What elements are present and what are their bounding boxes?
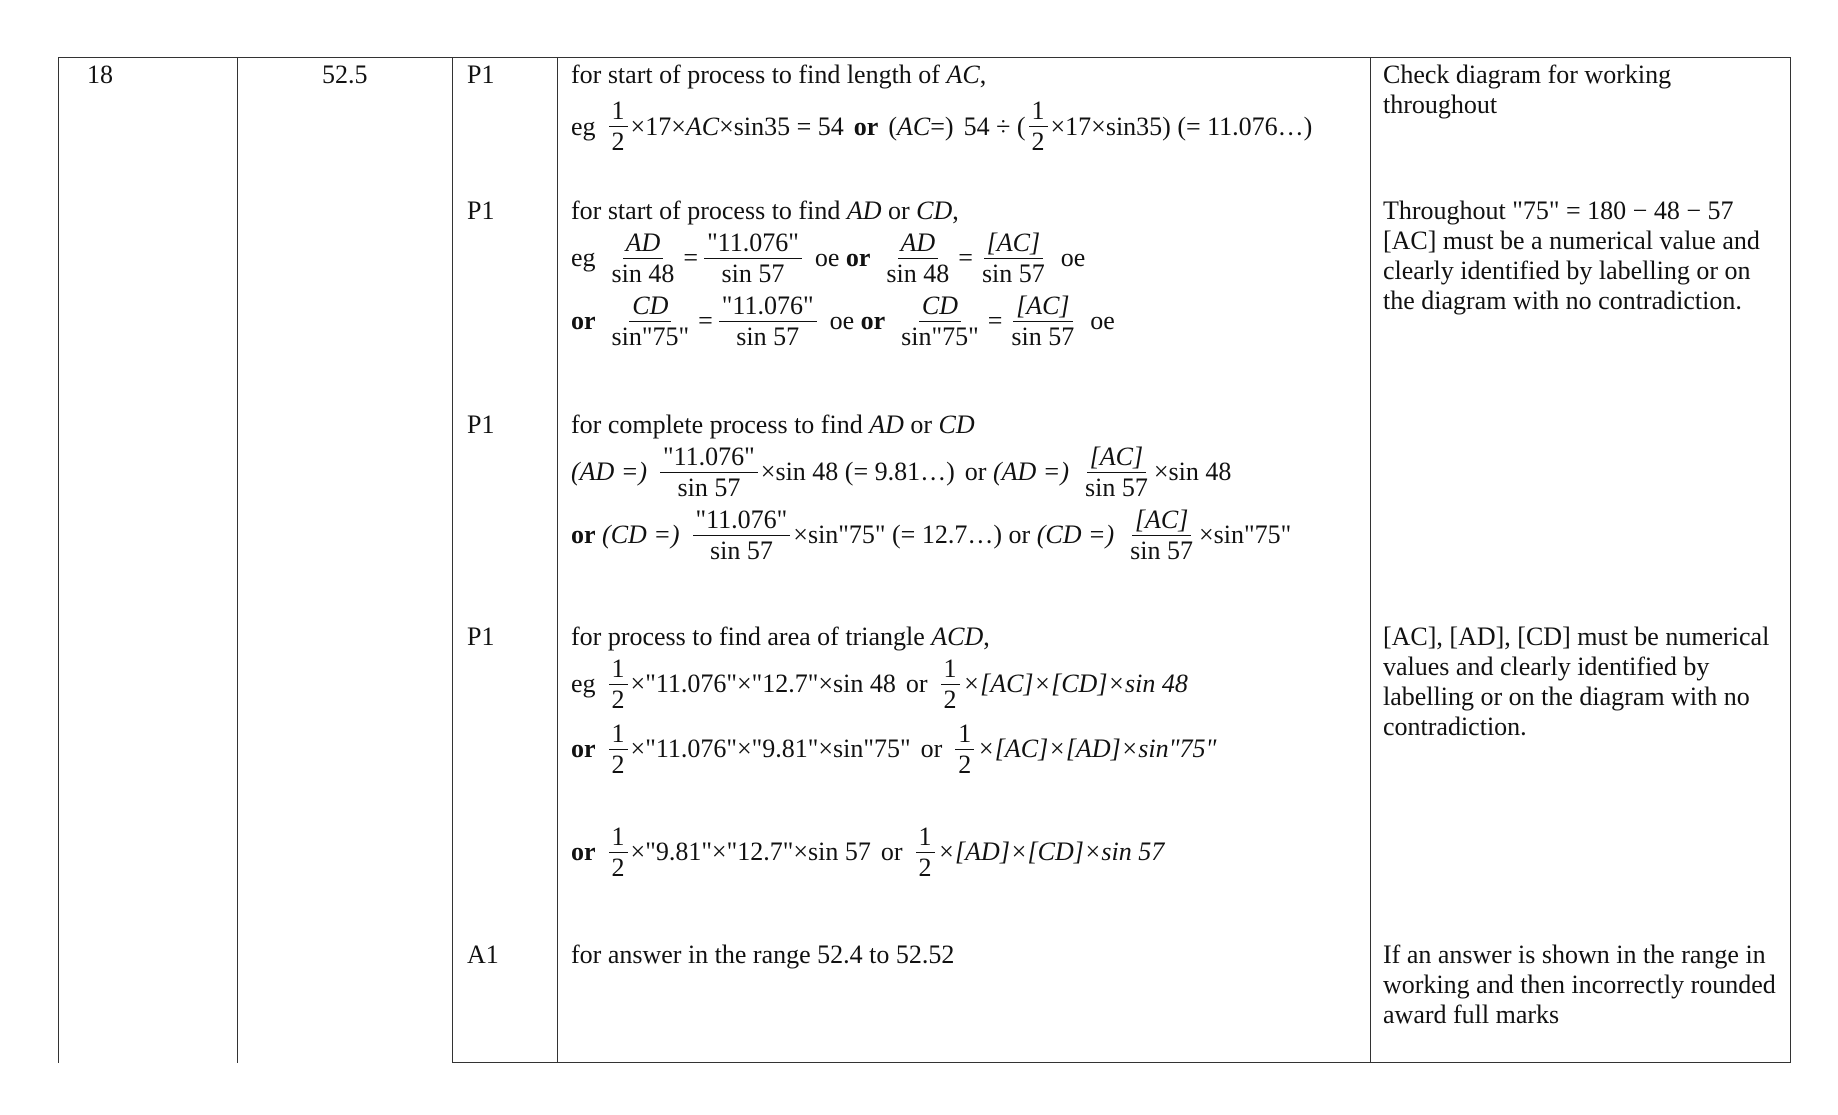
working-expression: or (CD =) $\frac{"11.076"}{\sin 57}$ ×sin"75" (= 12.7…) or (CD =) $\frac{[AC]}{\sin 57}$ ×sin"75" <box>571 504 1292 565</box>
working-expression: eg $\frac{1}{2}$ ×17× AC ×sin35 = 54 or ( AC =) 54 ÷ ( $\frac{1}{2}$ ×17×sin35) (= 11.076…) <box>571 96 1313 156</box>
working-description: for answer in the range 52.4 to 52.52 <box>571 939 955 969</box>
note-text: Check diagram for working throughout <box>1383 60 1672 119</box>
working-description: for start of process to find AD or CD, <box>571 195 959 225</box>
mark-code: P1 <box>467 60 495 89</box>
fraction: $\frac{"11.076"}{\sin 57}$ <box>693 505 791 566</box>
mark-cell <box>453 58 558 194</box>
answer-value: 52.5 <box>322 60 368 89</box>
working-description: for complete process to find AD or CD <box>571 409 975 439</box>
fraction: $\frac{[AC]}{\sin 57}$ <box>981 227 1045 288</box>
notes-cell <box>1371 408 1791 620</box>
working-cell <box>558 194 1371 408</box>
mark-code: P1 <box>467 409 495 439</box>
fraction: $\frac{1}{2}$ <box>609 719 628 780</box>
answer-cell <box>238 58 453 1063</box>
fraction: $\frac{"11.076"}{\sin 57}$ <box>704 228 802 289</box>
mark-scheme-table <box>58 57 1791 1063</box>
mark-code: P1 <box>467 195 495 225</box>
working-cell <box>558 58 1371 194</box>
note-text: [AC] must be a numerical value and clearly identified by labelling or on the diagram with no contradiction. <box>1383 225 1760 315</box>
fraction: $\frac{[AC]}{\sin 57}$ <box>1130 504 1194 565</box>
fraction: $\frac{AD}{\sin 48}$ <box>611 227 675 288</box>
question-number: 18 <box>87 60 113 89</box>
working-expression: (AD =) $\frac{"11.076"}{\sin 57}$ ×sin 48 (= 9.81…) or (AD =) $\frac{[AC]}{\sin 57}$ ×sin 48 <box>571 441 1232 502</box>
working-description: for start of process to find length of AC, <box>571 60 987 89</box>
working-expression: or $\frac{1}{2}$ ×"9.81"×"12.7"×sin 57 or $\frac{1}{2}$ ×[AD]×[CD]×sin 57 <box>571 821 1165 882</box>
fraction: $\frac{"11.076"}{\sin 57}$ <box>719 291 817 352</box>
mark-cell <box>453 408 558 620</box>
fraction: $\frac{CD}{\sin"75"}$ <box>901 290 979 351</box>
notes-cell <box>1371 58 1791 194</box>
working-expression: or $\frac{CD}{\sin"75"}$ = $\frac{"11.076"}{\sin 57}$ oe or $\frac{CD}{\sin"75"}$ = $\frac{[AC]}{\sin 57}$ oe <box>571 290 1115 351</box>
note-text: Throughout "75" = 180 − 48 − 57 <box>1383 195 1734 225</box>
note-text: If an answer is shown in the range in working and then incorrectly rounded award full marks <box>1383 939 1776 1029</box>
working-cell <box>558 620 1371 938</box>
fraction: $\frac{1}{2}$ <box>609 654 628 715</box>
notes-cell <box>1371 194 1791 408</box>
fraction: $\frac{1}{2}$ <box>609 96 628 157</box>
mark-cell <box>453 194 558 408</box>
mark-cell <box>453 620 558 938</box>
mark-cell <box>453 938 558 1063</box>
mark-code: P1 <box>467 621 495 651</box>
fraction: $\frac{[AC]}{\sin 57}$ <box>1011 290 1075 351</box>
fraction: $\frac{"11.076"}{\sin 57}$ <box>660 442 758 503</box>
fraction: $\frac{1}{2}$ <box>955 719 974 780</box>
working-expression: eg $\frac{1}{2}$ ×"11.076"×"12.7"×sin 48 or $\frac{1}{2}$ ×[AC]×[CD]×sin 48 <box>571 653 1188 714</box>
fraction: $\frac{1}{2}$ <box>916 822 935 883</box>
fraction: $\frac{[AC]}{\sin 57}$ <box>1084 441 1148 502</box>
question-number-cell <box>59 58 238 1063</box>
note-text: [AC], [AD], [CD] must be numerical values and clearly identified by labelling or on the diagram with no contradiction. <box>1383 621 1770 741</box>
fraction: $\frac{CD}{\sin"75"}$ <box>611 290 690 351</box>
fraction: $\frac{1}{2}$ <box>609 822 628 883</box>
fraction: $\frac{AD}{\sin 48}$ <box>886 227 950 288</box>
working-expression: or $\frac{1}{2}$ ×"11.076"×"9.81"×sin"75" or $\frac{1}{2}$ ×[AC]×[AD]×sin"75" <box>571 718 1217 779</box>
fraction: $\frac{1}{2}$ <box>941 654 960 715</box>
working-cell <box>558 938 1371 1063</box>
fraction: $\frac{1}{2}$ <box>1029 96 1048 157</box>
notes-cell <box>1371 620 1791 938</box>
notes-cell <box>1371 938 1791 1063</box>
working-expression: eg $\frac{AD}{\sin 48}$ = $\frac{"11.076"}{\sin 57}$ oe or $\frac{AD}{\sin 48}$ = $\frac{[AC]}{\sin 57}$ oe <box>571 227 1086 288</box>
working-cell <box>558 408 1371 620</box>
mark-row-1 <box>59 58 1791 194</box>
mark-code: A1 <box>467 939 499 969</box>
working-description: for process to find area of triangle ACD, <box>571 621 990 651</box>
